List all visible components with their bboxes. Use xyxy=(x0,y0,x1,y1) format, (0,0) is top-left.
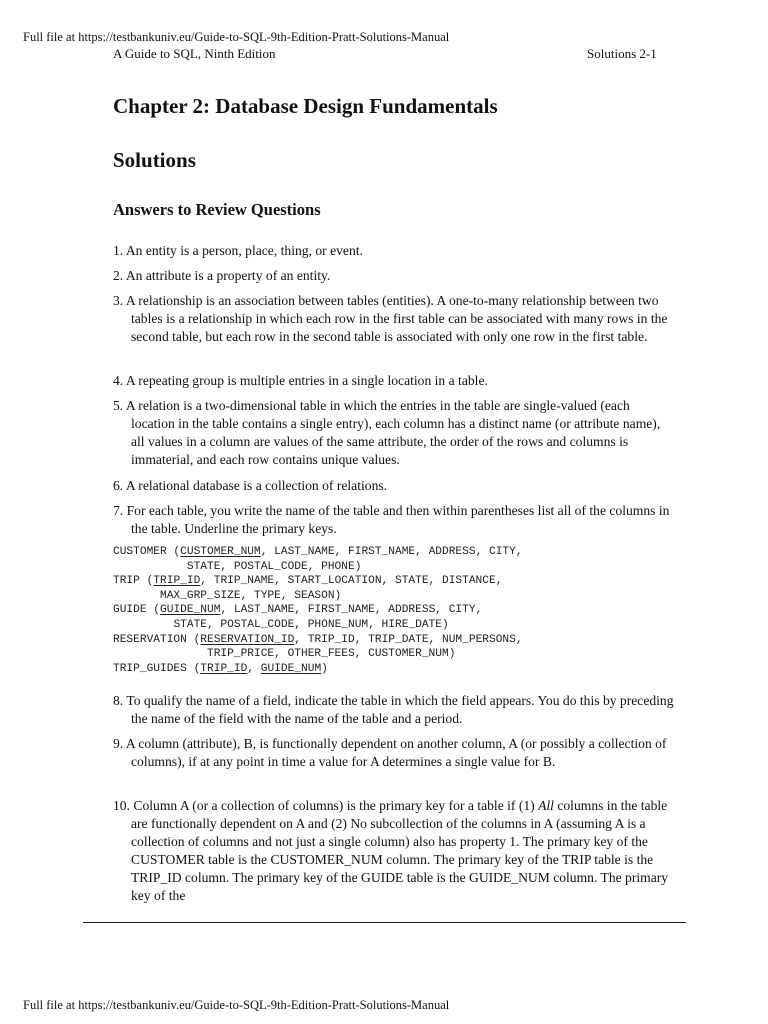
source-link-top[interactable]: Full file at https://testbankuniv.eu/Guide-to-SQL-9th-Edition-Pratt-Solutions-Manual xyxy=(23,30,450,44)
schema-listing: CUSTOMER (CUSTOMER_NUM, LAST_NAME, FIRST_NAME, ADDRESS, CITY, STATE, POSTAL_CODE, PHONE) TRIP (TRIP_ID, TRIP_NAME, START_LOCATION, STATE, DISTANCE, MAX_GRP_SIZE, TYPE, SEASON) GUIDE (GUIDE_NUM, LAST_NAME, FIRST_NAME, ADDRESS, CITY, STATE, POSTAL_CODE, PHONE_NUM, HIRE_DATE) RESERVATION (RESERVATION_ID, TRIP_ID, TRIP_DATE, NUM_PERSONS, TRIP_PRICE, OTHER_FEES, CUSTOMER_NUM) TRIP_GUIDES (TRIP_ID, GUIDE_NUM) xyxy=(113,546,523,675)
answer-9: 9. A column (attribute), B, is functionally dependent on another column, A (or possibly a collection of columns), if at any point in time a value for A determines a single value for B. xyxy=(113,736,667,769)
solutions-heading: Solutions xyxy=(113,148,196,172)
primary-key-trip-guides-trip-id: TRIP_ID xyxy=(200,662,248,675)
running-header-title: A Guide to SQL, Ninth Edition xyxy=(113,46,276,61)
answer-1: 1. An entity is a person, place, thing, or event. xyxy=(113,243,363,258)
answer-4: 4. A repeating group is multiple entries in a single location in a table. xyxy=(113,373,488,388)
answer-8: 8. To qualify the name of a field, indicate the table in which the field appears. You do this by preceding the name of the field with the name of the table and a period. xyxy=(113,693,674,726)
source-link-bottom[interactable]: Full file at https://testbankuniv.eu/Guide-to-SQL-9th-Edition-Pratt-Solutions-Manual xyxy=(23,998,450,1012)
footer-divider xyxy=(83,922,686,923)
primary-key-guide: GUIDE_NUM xyxy=(160,604,221,617)
primary-key-trip-guides-guide-num: GUIDE_NUM xyxy=(260,662,322,675)
answer-10: 10. Column A (or a collection of columns) is the primary key for a table if (1) All columns in the table are functionally dependent on A and (2) No subcollection of the columns in A (assuming A is a collection of columns and not just a single column) also has property 1. The primary key of the CUSTOMER table is the CUSTOMER_NUM column. The primary key of the TRIP table is the TRIP_ID column. The primary key of the GUIDE table is the GUIDE_NUM column. The primary key of the xyxy=(113,798,669,903)
answer-5: 5. A relation is a two-dimensional table in which the entries in the table are single-valued (each location in the table contains a single entry), each column has a distinct name (or attribute name), all values in a column are values of the same attribute, the order of the rows and columns is immaterial, and each row contains unique values. xyxy=(113,398,661,467)
table-name-reservation: RESERVATION xyxy=(113,633,187,646)
answer-10-emphasis: All xyxy=(538,798,554,813)
table-name-guide: GUIDE xyxy=(113,604,147,617)
table-name-trip: TRIP xyxy=(113,575,140,588)
answer-3: 3. A relationship is an association between tables (entities). A one-to-many relationship between two tables is a relationship in which each row in the first table can be associated with many rows in the second table, but each row in the second table is associated with only one row in the first table. xyxy=(113,293,668,344)
chapter-title: Chapter 2: Database Design Fundamentals xyxy=(113,94,498,118)
table-name-trip-guides: TRIP_GUIDES xyxy=(113,662,187,675)
primary-key-reservation: RESERVATION_ID xyxy=(200,633,295,646)
answer-6: 6. A relational database is a collection of relations. xyxy=(113,478,388,493)
answer-2: 2. An attribute is a property of an entity. xyxy=(113,268,331,283)
table-name-customer: CUSTOMER xyxy=(113,546,167,558)
primary-key-customer: CUSTOMER_NUM xyxy=(180,546,261,558)
answer-7: 7. For each table, you write the name of the table and then within parentheses list all of the columns in the table. Underline the primary keys. xyxy=(113,503,670,536)
running-header-page: Solutions 2-1 xyxy=(587,46,657,61)
section-heading: Answers to Review Questions xyxy=(113,200,321,219)
primary-key-trip: TRIP_ID xyxy=(153,575,201,588)
